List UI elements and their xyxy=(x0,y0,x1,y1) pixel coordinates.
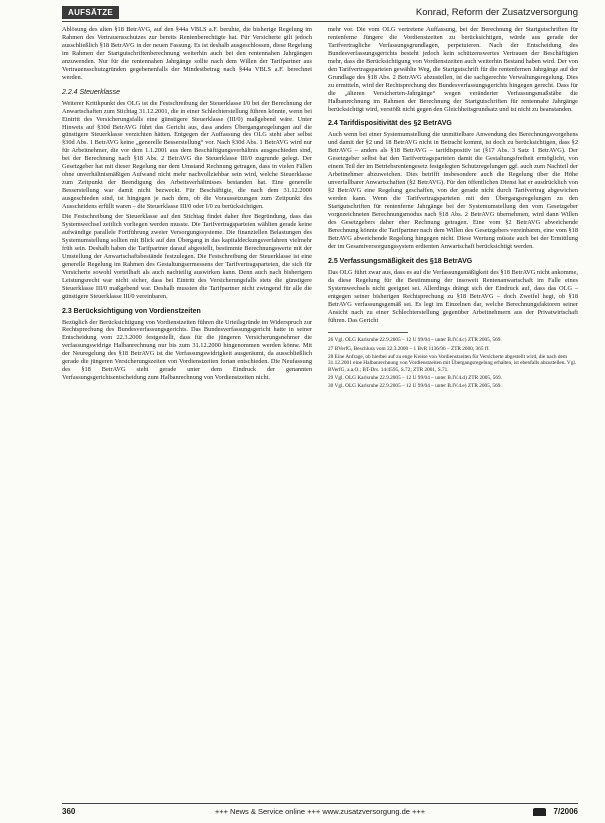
paragraph: Bezüglich der Berücksichtigung von Vordienstzeiten führen die Urteilsgründe im Widerspruch zur Rechtsprechung des Bundesverfassungsgerichts. Das Bundesverfassungsgericht hatte in seiner Entscheidung vom 22.3.2000 festgestellt, dass für die jüngeren Versicherungsnehmer die verfassungswidrige Halbanrechnung nur bis zum 31.12.2000 hingenommen werden könne. Mit der Neuregelung des §18 BetrAVG ist die Verfassungswidrigkeit ausgeräumt, da ausschließlich gerade die jüngeren Versicherungszeiten von Vordienstzeiten fortan entschieden. Die Neufassung des §18 BetrAVG steht gerade unter dem Eindruck der genannten Verfassungsgerichtsentscheidung zum Halbanrechnung von Vordienstzeiten nicht. xyxy=(62,318,312,382)
newsline-link[interactable]: +++ News & Service online +++ www.zusatzversorgung.de +++ xyxy=(214,807,426,816)
paragraph: Ablösung des alten §18 BetrAVG, auf den §44a VBLS a.F. beruhte, die bisherige Regelung im Rahmen des Vertrauensschutzes zur bereits Rentenberechtigte hat. Für Versicherte gilt jedoch ausschließlich §18 BetrAVG in der neuen Fassung. Es ist deshalb ausgeschlossen, diese Regelung im Rahmen der Startgutschriftenberechnung weiterhin auch bei den rentennahen Jahrgängen anzuwenden. Nur für die rentennahen Jahrgänge sollte nach dem Willen der Tarifpartner aus Vertrauensschutzgründen gegebenenfalls der Mindestbetrag nach §44a VBLS a.F. berechnet werden. xyxy=(62,26,312,81)
footnote: 29 Vgl. OLG Karlsruhe 22.9.2005 – 12 U 99/04 – unter B.IV.4.d) ZTR 2005, 569. xyxy=(328,374,502,381)
page-number: 360 xyxy=(62,807,76,816)
running-title: Konrad, Reform der Zusatzversorgung xyxy=(415,7,578,18)
section-heading: 2.5 Verfassungsmäßigkeit des §18 BetrAVG xyxy=(328,257,473,265)
page-header xyxy=(62,6,578,20)
footnote: 28 Eine Anfrage, ob hierbei auf zu enge Kreise von Vordienstzeiten für Versicherte abgestellt wird, die nach dem 31.12.2001 eine Halbanrechnung von Vordienstzeiten mit Übergangsregelung erhalten, ist ebenfalls abzustellen. Vgl. BVerfG, a.a.O.; BT-Drs. 14/4595, S.72; ZTR 2001, S.71. xyxy=(328,353,577,373)
footnote: 26 Vgl. OLG Karlsruhe 22.9.2005 – 12 U 99/04 – unter B.IV.4.c) ZTR 2005, 569. xyxy=(328,337,502,344)
section-heading: 2.2.4 Steuerklasse xyxy=(62,88,120,96)
paragraph: Die Festschreibung der Steuerklasse auf den Stichtag findet daher ihre Begründung, dass das Systemwechsel zeitlich vorliegen werden musste. Die Tarifvertragsparteien wählten gerade keine aufwändige parallele Fortführung zweier Versorgungssysteme. Die finanziellen Belastungen des Systemumstellung sollten mit Blick auf den Übergang in das kapitaldeckungsverfahren vielmehr früh sein. Deshalb haben die Tarifpartner darauf abgestellt, bestimmte Berechnungswerte mit der Umstellung der Anwartschaftsbestände festzulegen. Die Festschreibung der Steuerklasse ist eine generelle Regelung im Rahmen des Gestaltungsermessens der Tarifvertragsparteien, die sich für Versicherte sowohl vorteilhaft als auch nachteilig auswirken kann. Denn auch nach bisherigem Leistungsrecht war nicht sicher, dass bei Eintritt des Versicherungsfalls stets die günstigere Steuerklasse III/0 maßgebend war. Deshalb mussten die Tarifpartner nicht zwingend für alle die günstigere Steuerklasse III/0 vereinbaren. xyxy=(62,213,312,300)
header-rule xyxy=(62,21,578,22)
footnote-rule xyxy=(328,332,408,333)
footnote: 30 Vgl. OLG Karlsruhe 22.9.2005 – 12 U 99/04 – unter B.IV.4.e) ZTR 2005, 569. xyxy=(328,383,502,390)
page-footer xyxy=(62,806,578,818)
paragraph: Auch wenn bei einer Systemumstellung die unmittelbare Anwendung des Berechnungsvorgehens und damit der §2 und 18 BetrAVG nicht in Betracht kommt, ist doch zu berücksichtigen, dass §2 BetrAVG – anders als §18 BetrAVG – tarifdispositiv ist (§17 Abs. 3 Satz 1 BetrAVG). Der Gesetzgeber selbst hat den Tarifvertragsparteien damit die Gestaltungsfreiheit ermöglicht, von einem Teil der im Betriebsrentengesetz festgelegten Schutzregelungen ggf. auch zum Nachteil der Arbeitnehmer abzuweichen. Dies betrifft insbesondere auch die Regelung über die Höhe unverfallbarer Anwartschaften (§2 BetrAVG). Für den öffentlichen Dienst hat er ausdrücklich von §2 BetrAVG eine Regelung geschaffen, von der gerade nicht durch Tarifvertrag abgewichen werden kann. Wenn die Tarifvertragsparteien mit den Übergangsregelungen zu den Startgutschriften für rentenferne Jahrgänge bei der Systemumstellung den vom Gesetzgeber vorgezeichneten Berechnungsmodus nach §18 Abs. 2 BetrAVG übernehmen, wird dann Willen des Gesetzgebers daher eher Rechnung getragen. Eine vom §2 BetrAVG abweichende Berechnung könnte die Tarifpartner nach dem Willen des Gesetzgebers vereinbaren, eine vom §18 BetrAVG abweichende Regelung hingegen nicht. Diese Wertung müsste auch bei der Ermittlung der im Gesamtversorgungssystem erdienten Anwartschaft berücksichtigt werden. xyxy=(328,131,578,250)
paragraph: Weiterer Kritikpunkt des OLG ist die Festschreibung der Steuerklasse I/0 bei der Berechnung der Anwartschaften zum Stichtag 31.12.2001, die in einer Schlechterstellung führen könnte, wenn bei Eintritt des Versicherungsfalls eine günstigere Steuerklasse (III/0) maßgebend wäre. Unter Hinweis auf §30d BetrAVG führt das Gericht aus, dass anders Übergangsregelungen auf die günstigere Steuerklasse verzichten hätten. Entgegen der Auffassung des OLG steht aber selbst §30d Abs. 1 BetrAVG keine „generelle Besserstellung“ vor. Nach §30d Abs. 1 BetrAVG wird nur für Arbeitnehmer, die vor dem 1.1.2001 aus dem Beschäftigungsverhältnis ausgeschieden sind, bei der Berechnung nach §18 Abs. 2 BetrAVG die Steuerklasse III/0 zugrunde gelegt. Der Gesetzgeber hat mit dieser Regelung nur dem Umstand Rechnung getragen, dass in vielen Fällen ohne unverhältnismäßigen Aufwand nicht mehr nachvollziehbar sein wird, welche Steuerklasse zum Zeitpunkt der Beendigung des Arbeitsverhältnisses bestanden hat. Eine generelle Besserstellung war damit nicht bezweckt. Für Beschäftigte, die nach dem 31.12.2000 ausgeschieden sind, ist hingegen je nach dem, ob die Voraussetzungen zum Zeitpunkt des Ausscheidens erfüllt waren – die Steuerklasse III/0 oder I/0 zu berücksichtigen. xyxy=(62,99,312,211)
publisher-logo-icon xyxy=(533,808,546,816)
section-badge: AUFSÄTZE xyxy=(62,6,119,19)
section-heading: 2.4 Tarifdispositivität des §2 BetrAVG xyxy=(328,120,452,128)
section-heading: 2.3 Berücksichtigung von Vordienstzeiten xyxy=(62,307,201,315)
right-column xyxy=(328,26,578,391)
footnote: 27 BVerfG, Beschluss vom 22.3.2000 – 1 BvR 1136/96 – ZTR 2000, 365 ff. xyxy=(328,345,490,352)
left-column xyxy=(62,26,312,384)
footnotes xyxy=(328,337,578,389)
issue-number: 7/2006 xyxy=(553,807,578,816)
footer-rule xyxy=(62,803,578,804)
paragraph: Das OLG führt zwar aus, dass es auf die Verfassungsmäßigkeit des §18 BetrAVG nicht ankomme, da diese Regelung für die Bestimmung der insoweit Rentenanwartschaft im Falle eines Systemwechsels nicht geeignet sei. Allerdings drängt sich der Eindruck auf, dass das OLG – entgegen seiner bisherigen Rechtsprechung zu §18 BetrAVG – doch Zweifel hegt, ob §18 BetrAVG verfassungsgemäß sei. Es legt im Einzelnen dar, welche Berechnungsfaktoren seiner Ansicht nach zu einer Schlechterstellung gegenüber Arbeitnehmern aus der Privatwirtschaft führen. Das Gericht xyxy=(328,268,578,324)
paragraph: mehr vor. Die vom OLG vertretene Auffassung, bei der Berechnung der Startgutschriften für rentenferne Jüngere die Vordienstzeiten zu berücksichtigen, würde aus gerade der Tarifvertragliche Verfassungsgrundlagen, perpetuieren. Nach der Entscheidung des Bundesverfassungsgerichts besteht jedoch kein schützenswertes Vertrauen der Beschäftigten mehr, dass die Berücksichtigung von Vordienstzeiten auch weiterhin Bestand haben wird. Der von den Tarifvertragsparteien gewählte Weg, die Startgutschrift für die rentenfernen Jahrgänge auf der Grundlage des §18 Abs. 2 BetrAVG abzustellen, ist die sachgerechte Verwaltungsregelung. Dies zu ermitteln, wird der Rechtsprechung des Bundesverfassungsgerichts hingegen gerecht. Dass für die „älteren Versicherten-Jahrgänge“ wegen veränderter Verfassungsmaßstäbe die Halbanrechnung im Rahmen der Berechnung der Startgutschriften für rentennahe Jahrgänge berücksichtigt wird, verstößt nicht gegen den Gleichheitsgrundsatz und ist nicht zu beanstanden. xyxy=(328,26,578,113)
